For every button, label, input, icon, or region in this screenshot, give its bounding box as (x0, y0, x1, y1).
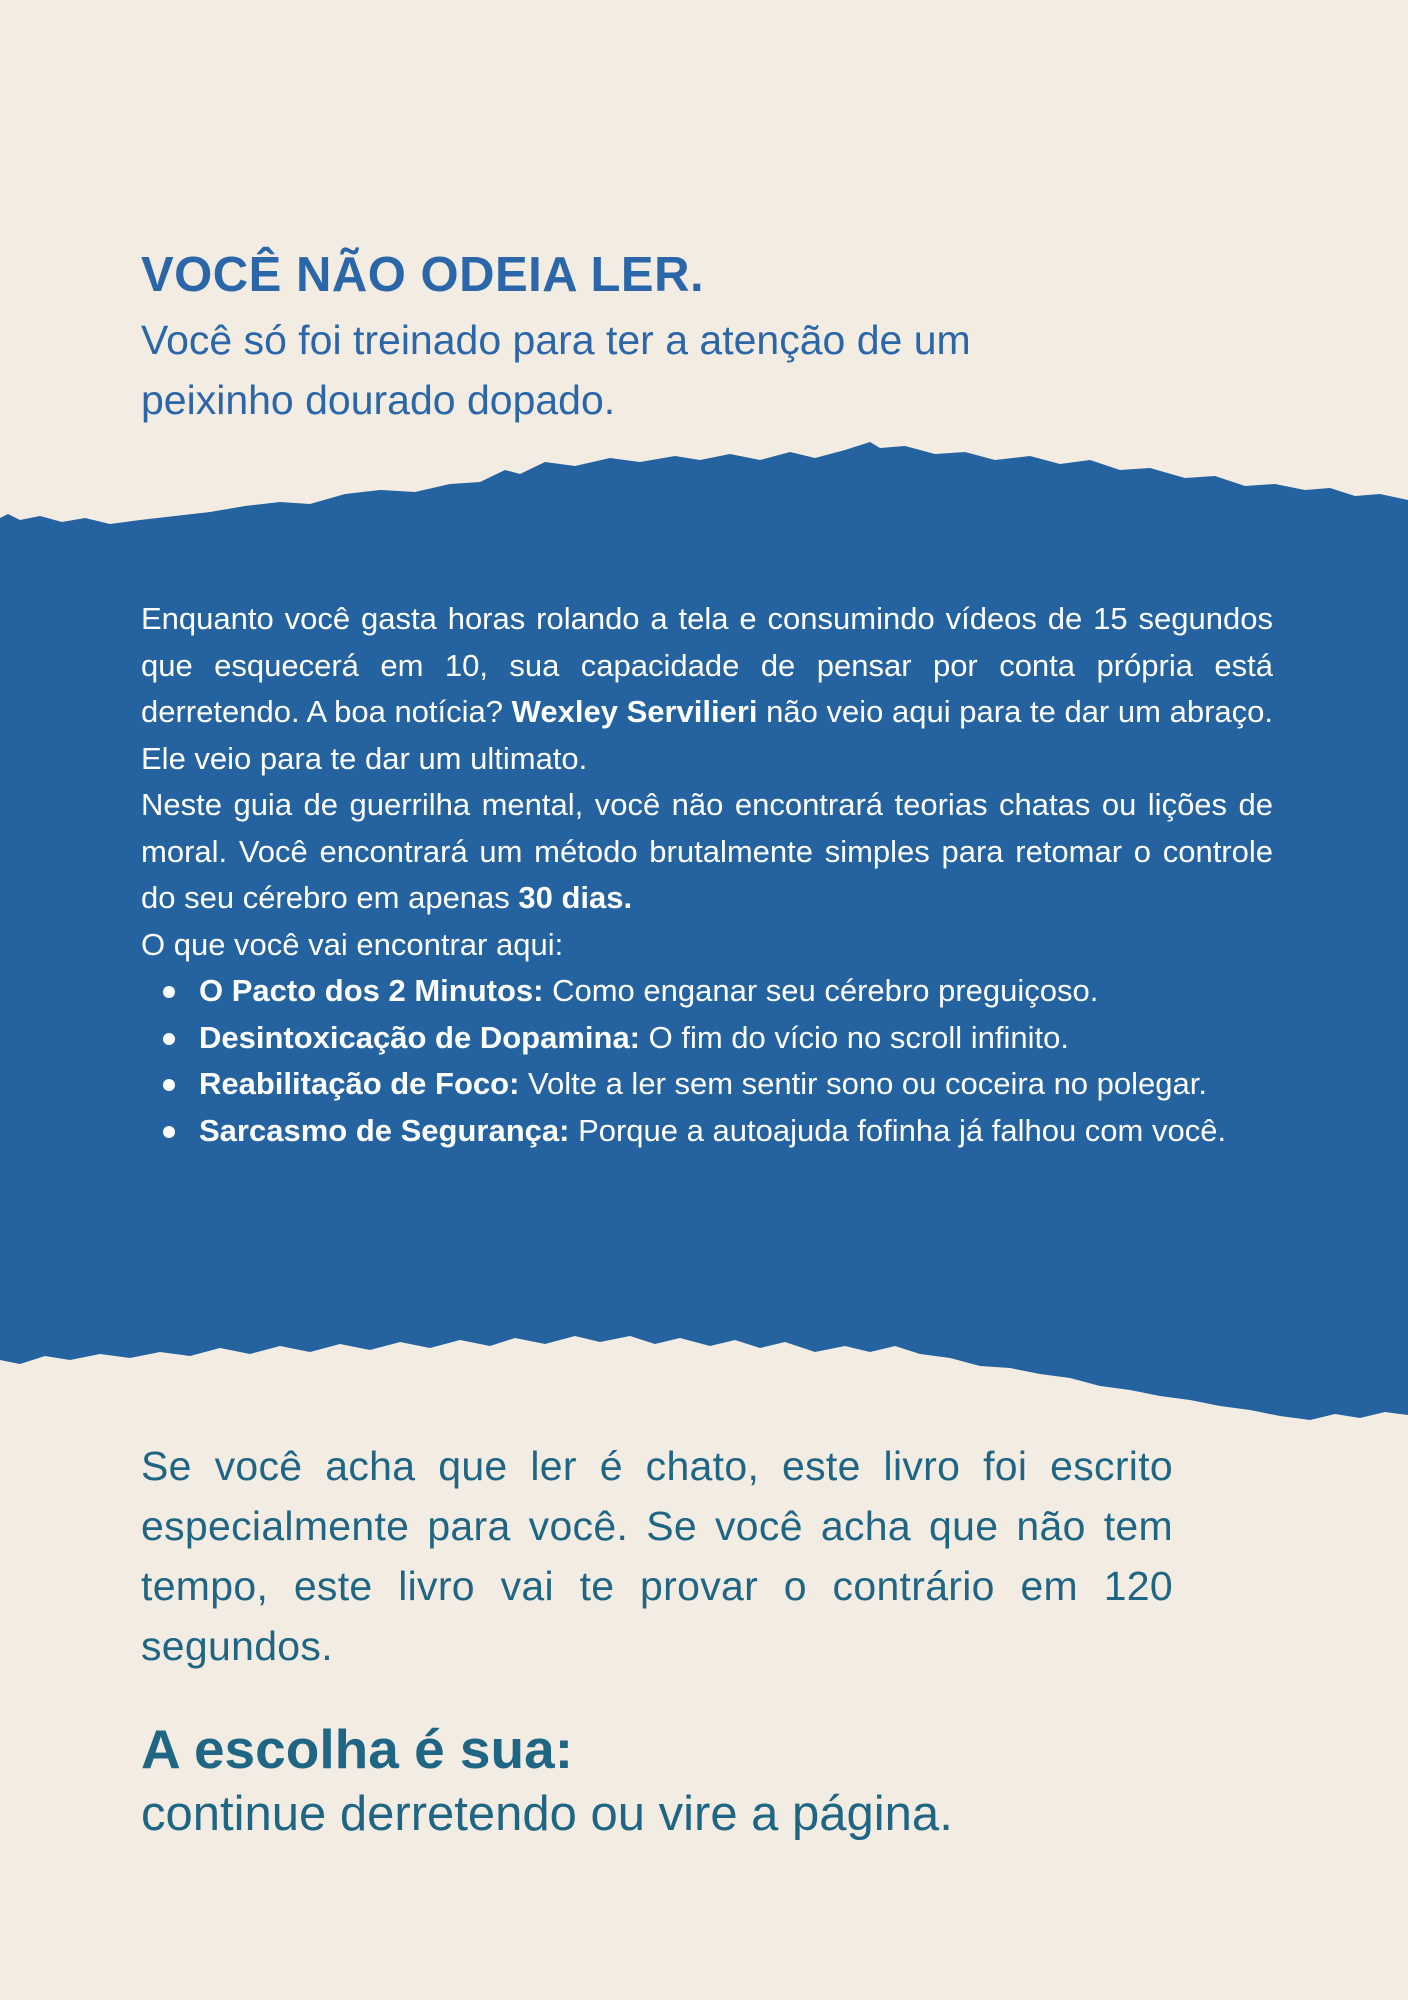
bullet-icon (163, 1126, 175, 1138)
list-item-title: Reabilitação de Foco: (199, 1066, 520, 1101)
days-highlight: 30 dias. (518, 880, 633, 915)
list-intro: O que você vai encontrar aqui: (141, 926, 564, 962)
bullet-icon (163, 1079, 175, 1091)
list-item (199, 1061, 1273, 1108)
list-item (199, 1108, 1273, 1155)
bullet-icon (163, 1033, 175, 1045)
list-item-title: Desintoxicação de Dopamina: (199, 1019, 641, 1055)
closing-block (141, 1436, 1173, 1846)
list-item (199, 1015, 1273, 1062)
author-name: Wexley Servilieri (511, 694, 758, 729)
list-item-text: Volte a ler sem sentir sono ou coceira no polegar. (519, 1066, 1207, 1101)
list-item-text: Como enganar seu cérebro preguiçoso. (543, 973, 1099, 1008)
intro-text-part2: não veio aqui para te dar um abraço. Ele veio para te dar um ultimato. (141, 694, 1273, 776)
guide-paragraph (141, 782, 1273, 922)
bullet-icon (163, 986, 175, 998)
closing-paragraph: Se você acha que ler é chato, este livro foi escrito especialmente para você. Se você acha que não tem tempo, este livro vai te provar o contrário em 120 segundos. (141, 1443, 1173, 1669)
band-content (141, 596, 1273, 1154)
list-item (199, 968, 1273, 1015)
intro-text-part1: Enquanto você gasta horas rolando a tela e consumindo vídeos de 15 segundos que esquecerá em 10, sua capacidade de pensar por conta própria está derretendo. A boa notícia? (141, 601, 1273, 729)
header-block (141, 240, 1141, 430)
feature-list (141, 968, 1273, 1154)
choice-subtitle: continue derretendo ou vire a página. (141, 1787, 953, 1841)
list-item-text: O fim do vício no scroll infinito. (640, 1019, 1070, 1055)
list-item-title: O Pacto dos 2 Minutos: (199, 973, 544, 1008)
subheadline: Você só foi treinado para ter a atenção de um peixinho dourado dopado. (141, 317, 971, 423)
list-item-text: Porque a autoajuda fofinha já falhou com você. (569, 1112, 1227, 1148)
intro-paragraph (141, 596, 1273, 782)
list-item-title: Sarcasmo de Segurança: (199, 1112, 570, 1148)
headline: VOCÊ NÃO ODEIA LER. (141, 248, 705, 302)
choice-title: A escolha é sua: (141, 1718, 574, 1780)
guide-text: Neste guia de guerrilha mental, você não encontrará teorias chatas ou lições de moral. Você encontrará um método brutalmente simples para retomar o controle do seu cérebro em apenas (141, 787, 1273, 915)
